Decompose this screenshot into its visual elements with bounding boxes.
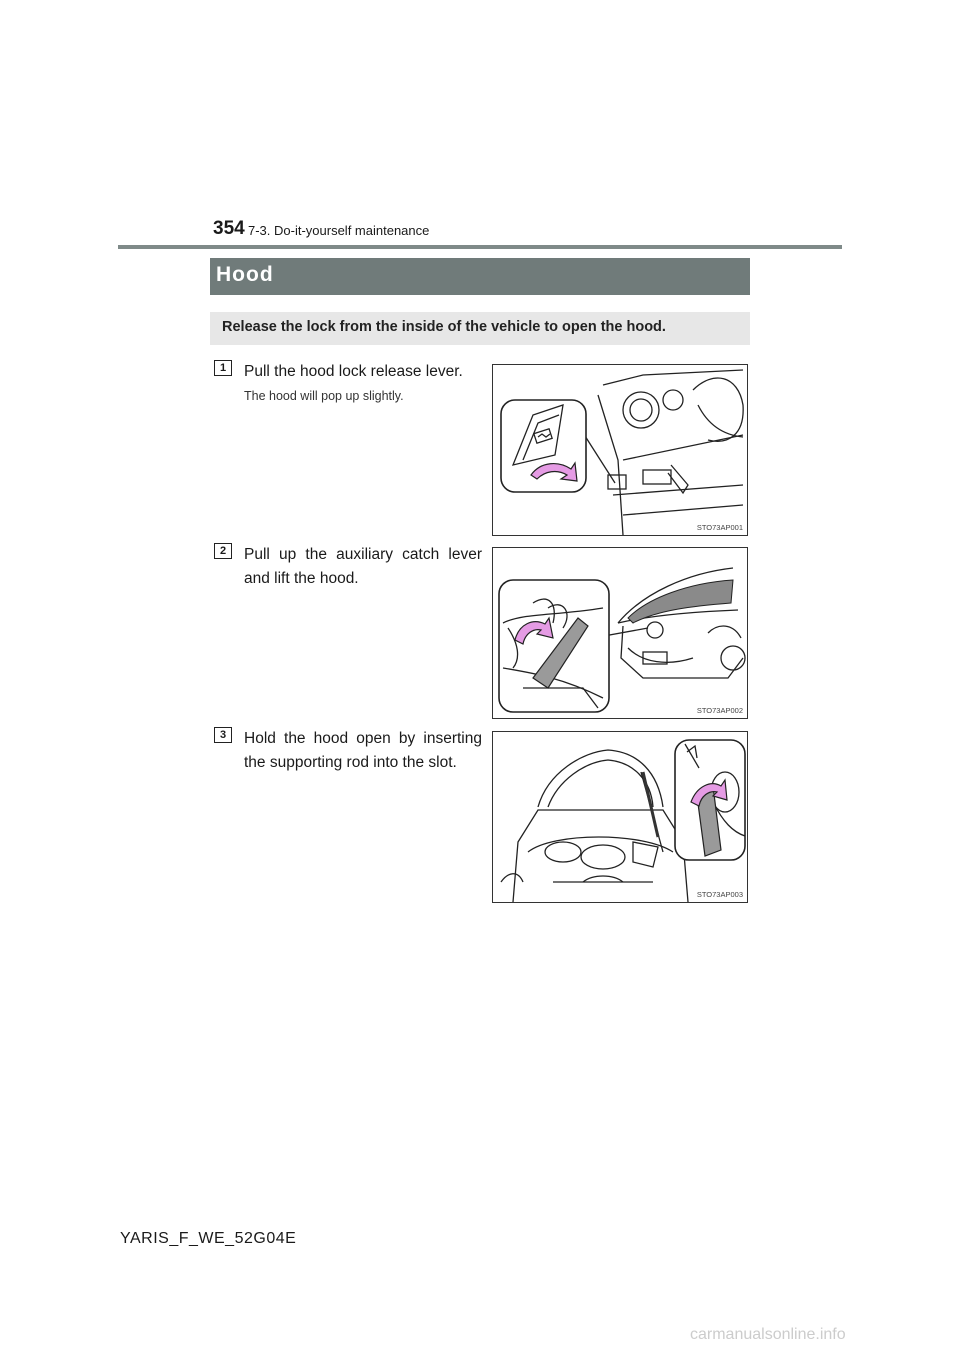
figure-code-2: STO73AP002 — [696, 706, 743, 715]
watermark: carmanualsonline.info — [690, 1326, 846, 1343]
step-number-1: 1 — [214, 360, 232, 376]
step-1-note: The hood will pop up slightly. — [244, 389, 404, 403]
step-number-2: 2 — [214, 543, 232, 559]
intro-text: Release the lock from the inside of the vehicle to open the hood. — [210, 312, 750, 345]
step-3-text: Hold the hood open by inserting the supporting rod into the slot. — [244, 730, 482, 771]
header-rule — [118, 245, 842, 249]
document-code: YARIS_F_WE_52G04E — [120, 1230, 297, 1247]
figure-code-3: STO73AP003 — [696, 890, 743, 899]
step-1-text: Pull the hood lock release lever. — [244, 363, 463, 380]
section-label: 7-3. Do-it-yourself maintenance — [248, 223, 430, 238]
figure-hood-release-lever — [492, 364, 748, 536]
step-number-3: 3 — [214, 727, 232, 743]
figure-auxiliary-catch-lever — [492, 547, 748, 719]
page-title: Hood — [210, 258, 750, 295]
supporting-rod-illustration — [493, 732, 748, 903]
auxiliary-catch-lever-illustration — [493, 548, 748, 719]
page-number: 354 — [213, 218, 245, 239]
step-2-text: Pull up the auxiliary catch lever and lift the hood. — [244, 546, 482, 587]
figure-supporting-rod — [492, 731, 748, 903]
figure-code-1: STO73AP001 — [696, 523, 743, 532]
hood-release-lever-illustration — [493, 365, 748, 536]
